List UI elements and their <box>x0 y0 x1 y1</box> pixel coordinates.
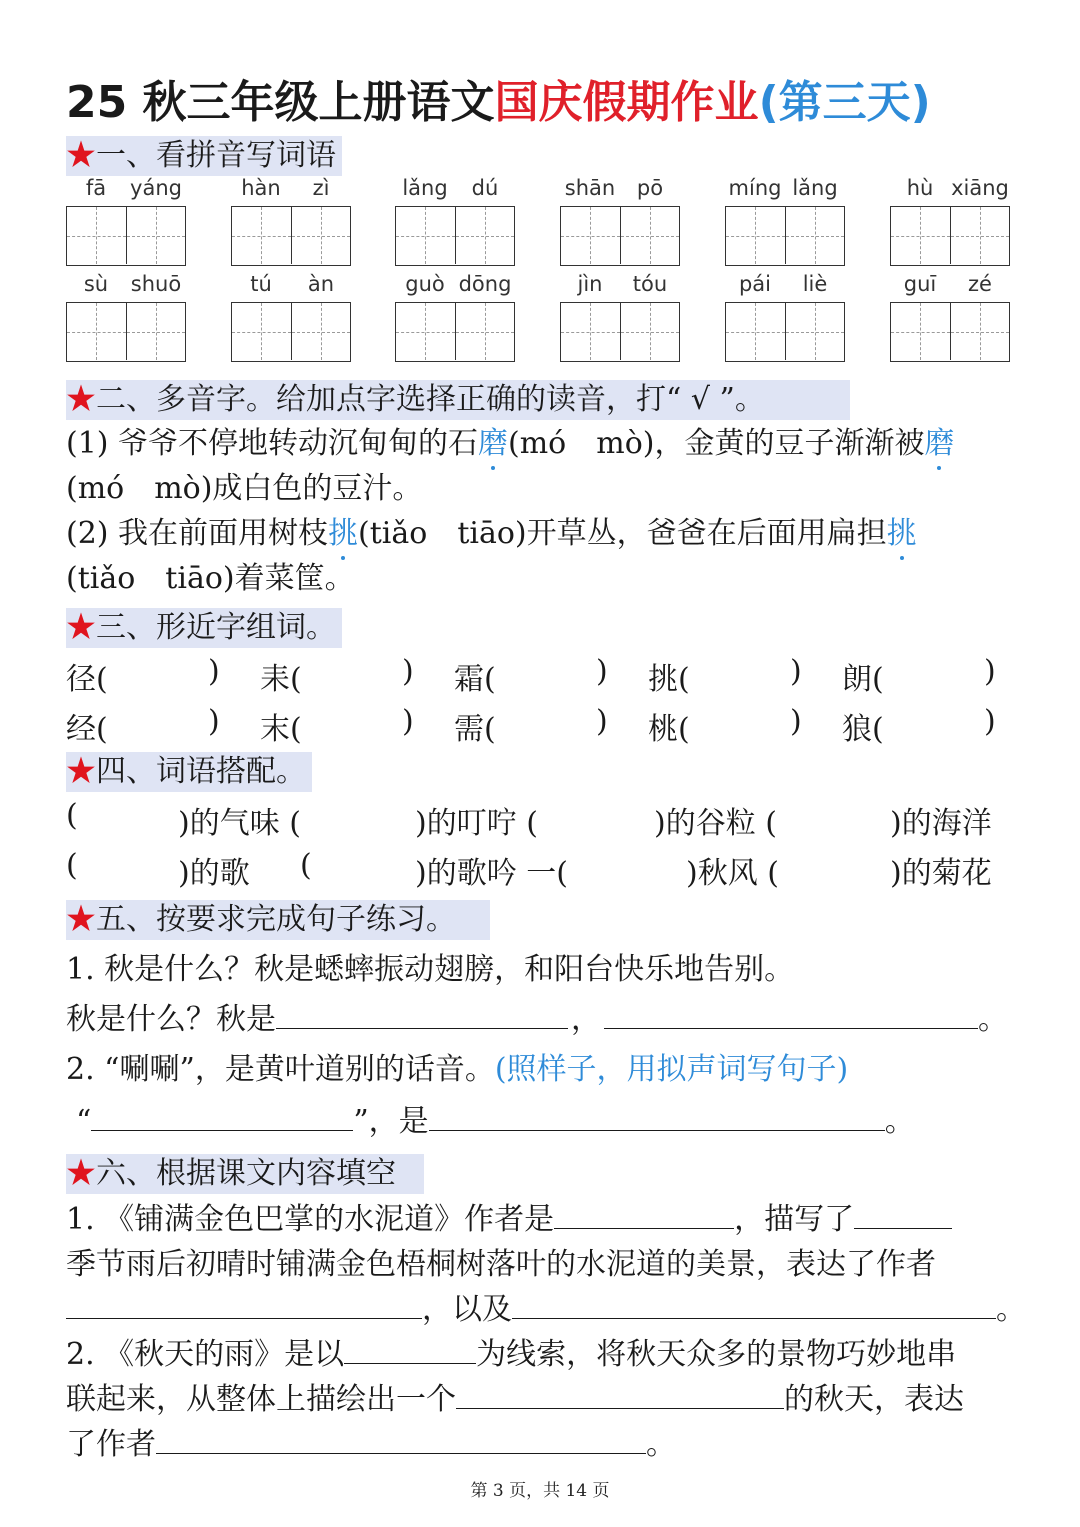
close-paren: ) <box>596 704 608 739</box>
pinyin-label <box>231 176 351 200</box>
char-prompt: 耒( <box>260 662 302 697</box>
question-text <box>66 422 954 466</box>
writing-grid[interactable] <box>66 302 186 362</box>
writing-cell[interactable] <box>726 207 785 264</box>
close-paren: ) <box>402 654 414 689</box>
pinyin-syllable: hù <box>906 176 934 200</box>
text-run: 。 <box>978 1002 1008 1037</box>
close-paren: ) <box>790 704 802 739</box>
match-segment: )秋风 ( <box>686 856 779 891</box>
section-heading-text: 三、形近字组词。 <box>96 610 336 645</box>
pinyin-label <box>66 176 186 200</box>
char-prompt: 朗( <box>842 662 884 697</box>
question-text <box>66 1243 936 1287</box>
close-paren: ) <box>402 704 414 739</box>
pinyin-syllable: jìn <box>577 272 603 296</box>
writing-grid[interactable] <box>66 206 186 266</box>
text-run: (1) 爷爷不停地转动沉甸甸的石 <box>66 426 479 461</box>
pinyin-label <box>395 176 515 200</box>
question-text <box>66 1288 1026 1332</box>
section-heading-5 <box>66 900 490 940</box>
match-segment: )的叮咛 ( <box>415 806 538 841</box>
pinyin-syllable: tóu <box>632 272 668 296</box>
close-paren: ) <box>984 704 996 739</box>
text-run: (2) 我在前面用树枝 <box>66 516 329 551</box>
pinyin-label <box>560 272 680 296</box>
writing-cell[interactable] <box>232 207 291 264</box>
dotted-character: 挑 <box>328 512 358 556</box>
star-icon: ★ <box>66 754 96 789</box>
pinyin-syllable: zé <box>968 272 992 296</box>
pinyin-label <box>725 272 845 296</box>
pinyin-syllable: dōng <box>458 272 512 296</box>
writing-cell[interactable] <box>785 303 844 360</box>
star-icon: ★ <box>66 610 96 645</box>
pinyin-syllable: pō <box>636 176 664 200</box>
star-icon: ★ <box>66 382 96 417</box>
char-prompt: 霜( <box>454 662 496 697</box>
close-paren: ) <box>984 654 996 689</box>
writing-cell[interactable] <box>396 303 455 360</box>
writing-cell[interactable] <box>232 303 291 360</box>
writing-cell[interactable] <box>396 207 455 264</box>
pinyin-label <box>725 176 845 200</box>
pinyin-syllable: hàn <box>241 176 281 200</box>
writing-cell[interactable] <box>726 303 785 360</box>
question-text <box>66 948 794 992</box>
writing-cell[interactable] <box>126 207 185 264</box>
text-run: 1. 《铺满金色巴掌的水泥道》作者是 <box>66 1202 555 1237</box>
pinyin-syllable: guī <box>903 272 937 296</box>
pinyin-syllable: guò <box>405 272 445 296</box>
section-heading-3 <box>66 608 342 648</box>
match-segment: )的气味 ( <box>178 806 301 841</box>
text-run: 为线索，将秋天众多的景物巧妙地串 <box>476 1337 957 1372</box>
answer-blank[interactable] <box>91 1100 353 1131</box>
writing-grid[interactable] <box>231 206 351 266</box>
pinyin-label <box>231 272 351 296</box>
text-run: 1. 秋是什么？秋是蟋蟀振动翅膀，和阳台快乐地告别。 <box>66 952 795 987</box>
writing-cell[interactable] <box>620 207 679 264</box>
writing-grid[interactable] <box>890 206 1010 266</box>
question-text <box>66 1378 964 1422</box>
close-paren: ) <box>596 654 608 689</box>
answer-blank[interactable] <box>276 998 568 1029</box>
match-segment: )的歌 <box>178 856 250 891</box>
question-text <box>76 1100 915 1144</box>
text-run: ”，是 <box>353 1104 429 1139</box>
question-text <box>66 467 422 511</box>
match-segment: )的海洋 <box>890 806 992 841</box>
question-text <box>66 1198 952 1242</box>
writing-cell[interactable] <box>561 207 620 264</box>
char-prompt: 末( <box>260 712 302 747</box>
question-text <box>66 1048 848 1092</box>
pinyin-syllable: dú <box>471 176 499 200</box>
text-run: 。 <box>646 1427 676 1462</box>
pinyin-label <box>890 272 1010 296</box>
writing-grid[interactable] <box>395 206 515 266</box>
text-run: 了作者 <box>66 1427 156 1462</box>
star-icon: ★ <box>66 902 96 937</box>
pinyin-syllable: sù <box>83 272 109 296</box>
text-run: 2. 《秋天的雨》是以 <box>66 1337 345 1372</box>
match-segment: )的菊花 <box>890 856 992 891</box>
pinyin-syllable: yáng <box>130 176 182 200</box>
dotted-character: 磨 <box>478 422 508 466</box>
answer-blank[interactable] <box>429 1100 885 1131</box>
text-run: (mó mò)，金黄的豆子渐渐被 <box>508 426 925 461</box>
star-icon: ★ <box>66 1156 96 1191</box>
text-run: 的秋天，表达 <box>784 1382 964 1417</box>
match-segment: )的谷粒 ( <box>654 806 777 841</box>
char-prompt: 桃( <box>648 712 690 747</box>
writing-grid[interactable] <box>560 302 680 362</box>
writing-cell[interactable] <box>891 303 950 360</box>
section-heading-1 <box>66 136 342 176</box>
answer-blank[interactable] <box>554 1198 734 1229</box>
pinyin-label <box>395 272 515 296</box>
writing-grid[interactable] <box>395 302 515 362</box>
writing-cell[interactable] <box>291 207 350 264</box>
page-title <box>66 66 931 130</box>
title-part-grade: 25 秋三年级上册语文 <box>66 77 495 128</box>
pinyin-syllable: shān <box>564 176 616 200</box>
close-paren: ) <box>208 654 220 689</box>
pinyin-syllable: fā <box>85 176 107 200</box>
page-footer: 第 3 页，共 14 页 <box>470 1481 610 1501</box>
writing-grid[interactable] <box>725 206 845 266</box>
match-segment: ( <box>66 848 78 883</box>
text-run: (tiǎo tiāo)开草丛，爸爸在后面用扁担 <box>358 516 887 551</box>
text-run: 。 <box>996 1292 1026 1327</box>
answer-blank[interactable] <box>456 1378 784 1409</box>
pinyin-syllable: pái <box>738 272 772 296</box>
star-icon: ★ <box>66 138 96 173</box>
question-text <box>66 1423 676 1467</box>
writing-cell[interactable] <box>67 303 126 360</box>
question-text <box>66 557 355 601</box>
section-heading-2 <box>66 380 850 420</box>
pinyin-label <box>890 176 1010 200</box>
char-prompt: 挑( <box>648 662 690 697</box>
pinyin-syllable: liè <box>802 272 828 296</box>
char-prompt: 径( <box>66 662 108 697</box>
writing-cell[interactable] <box>891 207 950 264</box>
answer-blank[interactable] <box>604 998 978 1029</box>
answer-blank[interactable] <box>344 1333 476 1364</box>
pinyin-syllable: lǎng <box>792 176 838 200</box>
section-heading-text: 六、根据课文内容填空 <box>96 1156 396 1191</box>
close-paren: ) <box>790 654 802 689</box>
dotted-character: 挑 <box>887 512 917 556</box>
pinyin-syllable: tú <box>250 272 272 296</box>
section-heading-text: 五、按要求完成句子练习。 <box>96 902 456 937</box>
title-part-day: (第三天) <box>758 77 931 128</box>
writing-cell[interactable] <box>950 207 1009 264</box>
pinyin-syllable: lǎng <box>402 176 448 200</box>
answer-blank[interactable] <box>156 1423 646 1454</box>
writing-grid[interactable] <box>725 302 845 362</box>
writing-cell[interactable] <box>67 207 126 264</box>
writing-cell[interactable] <box>455 303 514 360</box>
question-text <box>66 1333 956 1377</box>
char-prompt: 需( <box>454 712 496 747</box>
text-run: ，描写了 <box>734 1202 855 1237</box>
writing-cell[interactable] <box>785 207 844 264</box>
writing-cell[interactable] <box>126 303 185 360</box>
writing-cell[interactable] <box>950 303 1009 360</box>
writing-cell[interactable] <box>620 303 679 360</box>
text-run: “ <box>76 1104 92 1139</box>
text-run: ， <box>571 1002 601 1037</box>
char-prompt: 狼( <box>842 712 884 747</box>
section-heading-text: 二、多音字。给加点字选择正确的读音，打“ √ ”。 <box>96 382 765 417</box>
writing-cell[interactable] <box>455 207 514 264</box>
pinyin-syllable: shuō <box>130 272 182 296</box>
dotted-character: 磨 <box>924 422 954 466</box>
match-segment: )的歌吟 一( <box>415 856 568 891</box>
title-part-homework: 国庆假期作业 <box>494 77 759 128</box>
question-text <box>66 998 1008 1042</box>
answer-blank[interactable] <box>854 1198 952 1229</box>
text-run: 2. “唰唰”，是黄叶道别的话音。 <box>66 1052 495 1087</box>
section-heading-text: 四、词语搭配。 <box>96 754 306 789</box>
char-prompt: 经( <box>66 712 108 747</box>
instruction-hint: (照样子，用拟声词写句子) <box>494 1052 849 1087</box>
writing-grid[interactable] <box>231 302 351 362</box>
text-run: 。 <box>884 1104 915 1139</box>
section-heading-4 <box>66 752 312 792</box>
writing-cell[interactable] <box>561 303 620 360</box>
pinyin-label <box>560 176 680 200</box>
close-paren: ) <box>208 704 220 739</box>
text-run: 季节雨后初晴时铺满金色梧桐树落叶的水泥道的美景，表达了作者 <box>66 1247 936 1282</box>
writing-grid[interactable] <box>560 206 680 266</box>
text-run: 秋是什么？秋是 <box>66 1002 276 1037</box>
section-heading-6 <box>66 1154 424 1194</box>
writing-grid[interactable] <box>890 302 1010 362</box>
pinyin-syllable: zì <box>312 176 330 200</box>
text-run: 联起来，从整体上描绘出一个 <box>66 1382 456 1417</box>
match-segment: ( <box>66 798 78 833</box>
pinyin-syllable: xiāng <box>951 176 1009 200</box>
answer-blank[interactable] <box>512 1288 996 1319</box>
text-run: ，以及 <box>422 1292 512 1327</box>
answer-blank[interactable] <box>66 1288 422 1319</box>
text-run: (mó mò)成白色的豆汁。 <box>66 471 423 506</box>
pinyin-syllable: míng <box>728 176 782 200</box>
writing-cell[interactable] <box>291 303 350 360</box>
pinyin-syllable: àn <box>307 272 335 296</box>
match-segment: ( <box>300 848 312 883</box>
section-heading-text: 一、看拼音写词语 <box>96 138 336 173</box>
pinyin-label <box>66 272 186 296</box>
question-text <box>66 512 917 556</box>
text-run: (tiǎo tiāo)着菜筐。 <box>66 561 355 596</box>
